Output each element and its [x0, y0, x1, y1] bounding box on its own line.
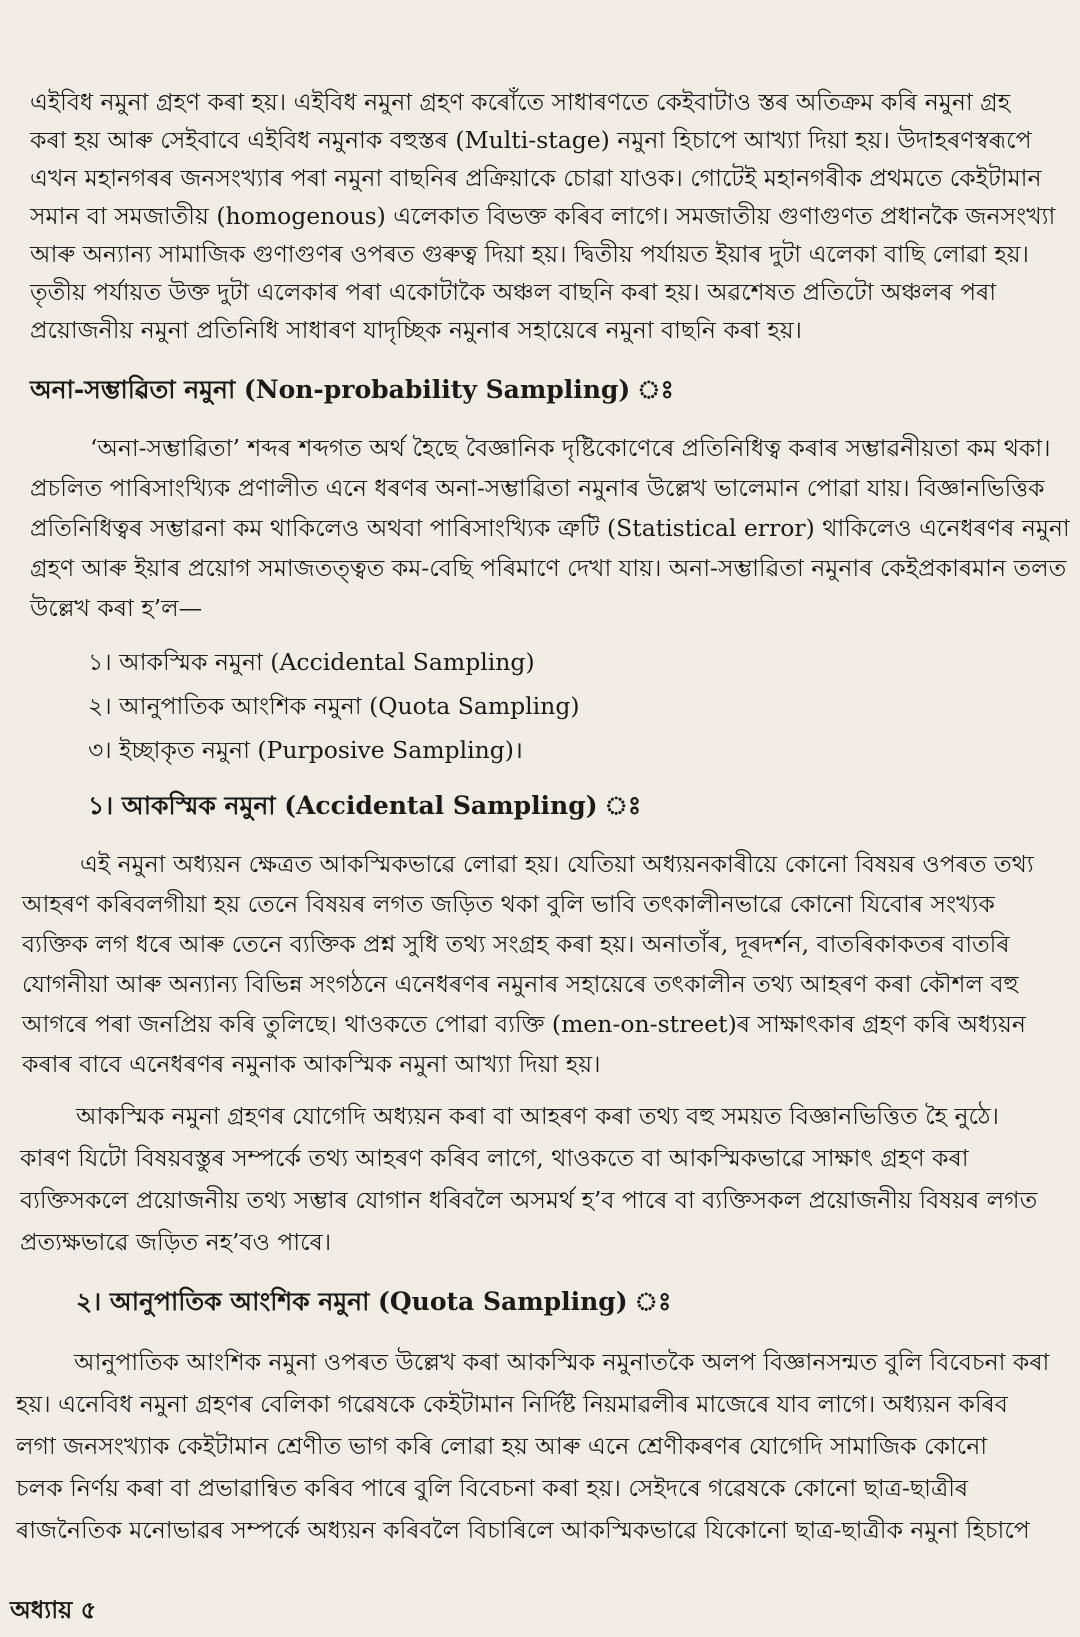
text-line: কাৰণ যিটো বিষয়বস্তুৰ সম্পৰ্কে তথ্য আহৰণ কৰিব লাগে, থাওকতে বা আকস্মিকভাৱে সাক্ষাৎ গ্ৰহণ কৰা [20, 1144, 969, 1172]
text-line: ৰাজনৈতিক মনোভাৱৰ সম্পৰ্কে অধ্যয়ন কৰিবলৈ বিচাৰিলে আকস্মিকভাৱে যিকোনো ছাত্ৰ-ছাত্ৰীক নমুনা হিচাপে [16, 1516, 1030, 1544]
text-line: লগা জনসংখ্যাক কেইটামান শ্ৰেণীত ভাগ কৰি লোৱা হয় আৰু এনে শ্ৰেণীকৰণৰ যোগেদি সামাজিক কোনো [16, 1432, 988, 1460]
list-item: ৩। ইচ্ছাকৃত নমুনা (Purposive Sampling)। [88, 736, 523, 764]
text-line: কৰাৰ বাবে এনেধৰণৰ নমুনাক আকস্মিক নমুনা আখ্যা দিয়া হয়। [22, 1050, 601, 1078]
section-heading-accidental: ১। আকস্মিক নমুনা (Accidental Sampling) ঃ [88, 791, 642, 820]
text-line: প্ৰত্যক্ষভাৱে জড়িত নহ’বও পাৰে। [20, 1228, 332, 1256]
text-line: ব্যক্তিক লগ ধৰে আৰু তেনে ব্যক্তিক প্ৰশ্ন সুধি তথ্য সংগ্ৰহ কৰা হয়। অনাতাঁৰ, দূৰদৰ্শন, বাতৰিকাকতৰ বাতৰি [22, 930, 1010, 958]
text-line: ব্যক্তিসকলে প্ৰয়োজনীয় তথ্য সম্ভাৰ যোগান ধৰিবলৈ অসমৰ্থ হ’ব পাৰে বা ব্যক্তিসকল প্ৰয়োজনীয় বিষয়ৰ লগত [20, 1186, 1038, 1214]
text-line: এখন মহানগৰৰ জনসংখ্যাৰ পৰা নমুনা বাছনিৰ প্ৰক্ৰিয়াকে চোৱা যাওক। গোটেই মহানগৰীক প্ৰথমতে কেইটামান [30, 164, 1042, 192]
text-line: গ্ৰহণ আৰু ইয়াৰ প্ৰয়োগ সমাজতত্ত্বত কম-বেছি পৰিমাণে দেখা যায়। অনা-সম্ভাৱিতা নমুনাৰ কেইপ্ৰকাৰমান তলত [30, 554, 1067, 582]
list-item: ২। আনুপাতিক আংশিক নমুনা (Quota Sampling) [88, 692, 580, 720]
list-item: ১। আকস্মিক নমুনা (Accidental Sampling) [88, 648, 535, 676]
text-line: প্ৰচলিত পাৰিসাংখ্যিক প্ৰণালীত এনে ধৰণৰ অনা-সম্ভাৱিতা নমুনাৰ উল্লেখ ভালেমান পোৱা যায়। বিজ্ঞানভিত্তিক [30, 474, 1045, 502]
text-line: সমান বা সমজাতীয় (homogenous) এলেকাত বিভক্ত কৰিব লাগে। সমজাতীয় গুণাগুণত প্ৰধানকৈ জনসংখ্যা [30, 202, 1056, 230]
text-line: আকস্মিক নমুনা গ্ৰহণৰ যোগেদি অধ্যয়ন কৰা বা আহৰণ কৰা তথ্য বহু সময়ত বিজ্ঞানভিত্তিত হৈ নুঠে। [76, 1102, 999, 1130]
section-heading-quota: ২। আনুপাতিক আংশিক নমুনা (Quota Sampling) ঃ [76, 1287, 672, 1316]
text-line: ‘অনা-সম্ভাৱিতা’ শব্দৰ শব্দগত অৰ্থ হৈছে বৈজ্ঞানিক দৃষ্টিকোণেৰে প্ৰতিনিধিত্ব কৰাৰ সম্ভাৱনীয়তা কম থকা। [90, 434, 1051, 462]
text-line: আৰু অন্যান্য সামাজিক গুণাগুণৰ ওপৰত গুৰুত্ব দিয়া হয়। দ্বিতীয় পৰ্যায়ত ইয়াৰ দুটা এলেকা বাছি লোৱা হয়। [30, 240, 1029, 268]
text-line: আহৰণ কৰিবলগীয়া হয় তেনে বিষয়ৰ লগত জড়িত থকা বুলি ভাবি তৎকালীনভাৱে কোনো যিবোৰ সংখ্যক [22, 890, 995, 918]
text-line: কৰা হয় আৰু সেইবাবে এইবিধ নমুনাক বহুস্তৰ (Multi-stage) নমুনা হিচাপে আখ্যা দিয়া হয়। উদাহৰণস্বৰূপে [30, 126, 1032, 154]
text-line: এইবিধ নমুনা গ্ৰহণ কৰা হয়। এইবিধ নমুনা গ্ৰহণ কৰোঁতে সাধাৰণতে কেইবাটাও স্তৰ অতিক্ৰম কৰি নমুনা গ্ৰহ [30, 88, 1011, 116]
section-heading-non-probability: অনা-সম্ভাৱিতা নমুনা (Non-probability Sampling) ঃ [30, 375, 674, 404]
chapter-footer: অধ্যায় ৫ [10, 1595, 97, 1624]
text-line: তৃতীয় পৰ্যায়ত উক্ত দুটা এলেকাৰ পৰা একোটাকৈ অঞ্চল বাছনি কৰা হয়। অৱশেষত প্ৰতিটো অঞ্চলৰ পৰা [30, 278, 997, 306]
text-line: প্ৰয়োজনীয় নমুনা প্ৰতিনিধি সাধাৰণ যাদৃচ্ছিক নমুনাৰ সহায়েৰে নমুনা বাছনি কৰা হয়। [30, 316, 802, 344]
text-line: চলক নিৰ্ণয় কৰা বা প্ৰভাৱান্বিত কৰিব পাৰে বুলি বিবেচনা কৰা হয়। সেইদৰে গৱেষকে কোনো ছাত্ৰ-ছাত্ৰীৰ [16, 1474, 969, 1502]
text-line: আগৰে পৰা জনপ্ৰিয় কৰি তুলিছে। থাওকতে পোৱা ব্যক্তি (men-on-street)ৰ সাক্ষাৎকাৰ গ্ৰহণ কৰি অধ্যয়ন [22, 1010, 1026, 1038]
text-line: হয়। এনেবিধ নমুনা গ্ৰহণৰ বেলিকা গৱেষকে কেইটামান নিৰ্দিষ্ট নিয়মাৱলীৰ মাজেৰে যাব লাগে। অধ্যয়ন কৰিব [16, 1390, 1008, 1418]
text-line: উল্লেখ কৰা হ’ল— [30, 594, 203, 622]
text-line: আনুপাতিক আংশিক নমুনা ওপৰত উল্লেখ কৰা আকস্মিক নমুনাতকৈ অলপ বিজ্ঞানসন্মত বুলি বিবেচনা কৰা [74, 1348, 1050, 1376]
text-line: যোগনীয়া আৰু অন্যান্য বিভিন্ন সংগঠনে এনেধৰণৰ নমুনাৰ সহায়েৰে তৎকালীন তথ্য আহৰণ কৰা কৌশল বহু [22, 970, 1019, 998]
text-line: প্ৰতিনিধিত্বৰ সম্ভাৱনা কম থাকিলেও অথবা পাৰিসাংখ্যিক ত্ৰুটি (Statistical error) থাকিলেও এনেধৰণৰ নমুনা [30, 514, 1070, 542]
text-line: এই নমুনা অধ্যয়ন ক্ষেত্ৰত আকস্মিকভাৱে লোৱা হয়। যেতিয়া অধ্যয়নকাৰীয়ে কোনো বিষয়ৰ ওপৰত তথ্য [80, 850, 1034, 878]
